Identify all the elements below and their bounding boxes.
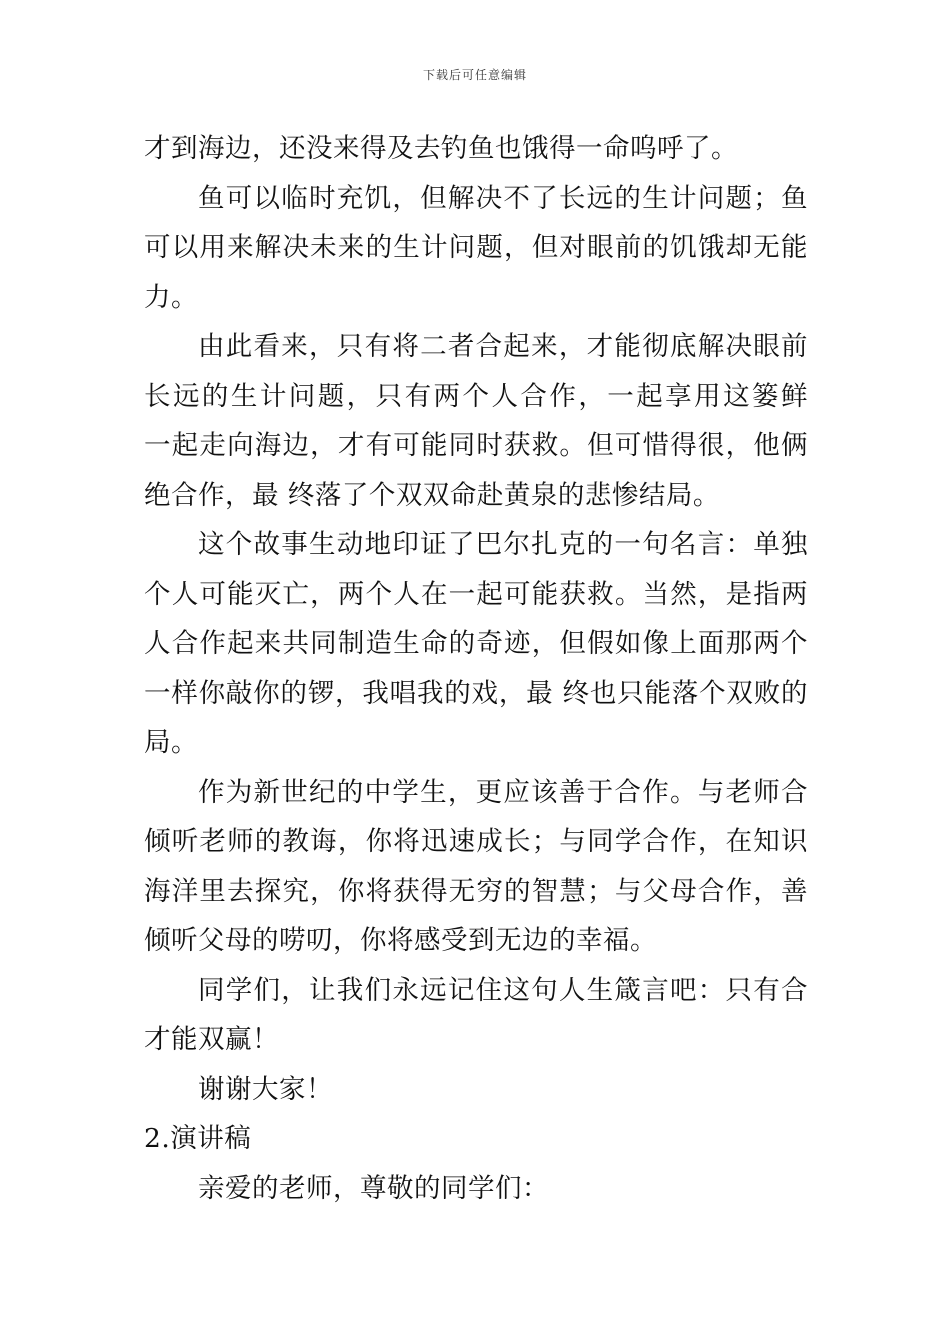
text-line: 谢谢大家！ <box>198 1073 333 1105</box>
document-body <box>144 124 808 1213</box>
text-line: 才能双赢！ <box>144 1024 279 1055</box>
text-line: 海洋里去探究，你将获得无穷的智慧；与父母合作，善 <box>144 875 808 907</box>
text-line: 局。 <box>144 727 198 758</box>
salutation-line: 亲爱的老师，尊敬的同学们： <box>198 1172 549 1204</box>
text-line: 绝合作，最 终落了个双双命赴黄泉的悲惨结局。 <box>144 479 720 511</box>
text-line: 可以用来解决未来的生计问题，但对眼前的饥饿却无能 <box>144 232 808 263</box>
text-line: 人合作起来共同制造生命的奇迹，但假如像上面那两个 <box>144 628 808 659</box>
text-line: 一起走向海边，才有可能同时获救。但可惜得很，他俩 <box>144 430 808 461</box>
text-line: 这个故事生动地印证了巴尔扎克的一句名言：单独 <box>198 529 808 560</box>
text-line: 鱼可以临时充饥，但解决不了长远的生计问题；鱼 <box>198 182 808 214</box>
text-line: 同学们，让我们永远记住这句人生箴言吧：只有合 <box>198 974 808 1006</box>
text-line: 长远的生计问题，只有两个人合作，一起享用这篓鲜 <box>144 380 808 412</box>
text-line: 一样你敲你的锣，我唱我的戏，最 终也只能落个双败的 <box>144 677 808 709</box>
text-line: 个人可能灭亡，两个人在一起可能获救。当然，是指两 <box>144 578 808 610</box>
text-line: 作为新世纪的中学生，更应该善于合作。与老师合 <box>198 776 808 808</box>
text-line: 才到海边，还没来得及去钓鱼也饿得一命呜呼了。 <box>144 133 738 164</box>
text-line: 力。 <box>144 281 198 313</box>
section-heading: 2.演讲稿 <box>144 1123 252 1154</box>
page-header-note: 下载后可任意编辑 <box>422 68 527 82</box>
text-line: 倾听父母的唠叨，你将感受到无边的幸福。 <box>144 925 657 956</box>
text-line: 倾听老师的教诲，你将迅速成长；与同学合作，在知识 <box>144 826 808 857</box>
text-line: 由此看来，只有将二者合起来，才能彻底解决眼前 <box>198 331 808 362</box>
